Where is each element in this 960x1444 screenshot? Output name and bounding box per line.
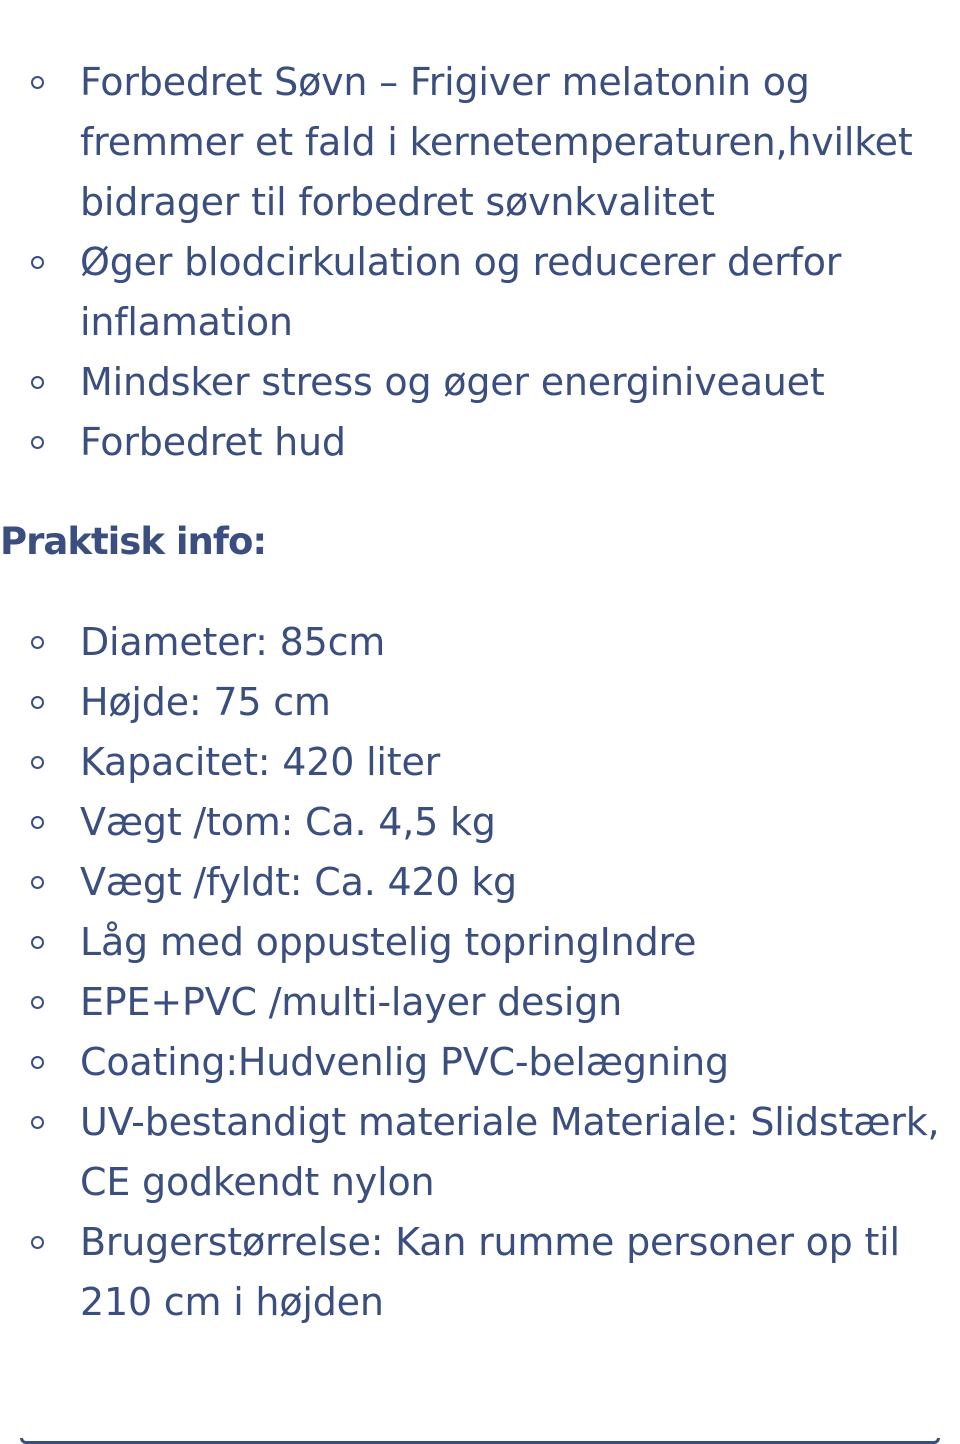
circle-bullet-icon: [31, 996, 44, 1009]
list-item-text: Diameter: 85cm: [80, 620, 386, 664]
card-bottom-border: [20, 1438, 940, 1444]
list-item: [0, 352, 960, 412]
circle-bullet-icon: [31, 756, 44, 769]
circle-bullet-icon: [31, 1236, 44, 1249]
list-item-text: Øger blodcirkulation og reducerer derfor inflamation: [80, 240, 842, 344]
circle-bullet-icon: [31, 816, 44, 829]
circle-bullet-icon: [31, 636, 44, 649]
list-item-text: EPE+PVC /multi-layer design: [80, 980, 623, 1024]
list-item: [0, 972, 960, 1032]
circle-bullet-icon: [31, 696, 44, 709]
list-item: [0, 672, 960, 732]
list-item: [0, 912, 960, 972]
list-item: [0, 1092, 960, 1212]
list-item-text: Brugerstørrelse: Kan rumme personer op til 210 cm i højden: [80, 1220, 900, 1324]
list-item: [0, 612, 960, 672]
list-item-text: Vægt /fyldt: Ca. 420 kg: [80, 860, 517, 904]
practical-info-heading-wrap: [0, 512, 960, 572]
circle-bullet-icon: [31, 256, 44, 269]
circle-bullet-icon: [31, 76, 44, 89]
list-item-text: Coating:Hudvenlig PVC-belægning: [80, 1040, 729, 1084]
list-item-text: UV-bestandigt materiale Materiale: Slidstærk, CE godkendt nylon: [80, 1100, 940, 1204]
list-item-text: Forbedret Søvn – Frigiver melatonin og fremmer et fald i kernetemperaturen,hvilket bidrager til forbedret søvnkvalitet: [80, 60, 913, 224]
list-item-text: Kapacitet: 420 liter: [80, 740, 441, 784]
practical-info-list: [0, 612, 960, 1332]
circle-bullet-icon: [31, 376, 44, 389]
list-item: [0, 412, 960, 472]
list-item: [0, 732, 960, 792]
circle-bullet-icon: [31, 876, 44, 889]
circle-bullet-icon: [31, 436, 44, 449]
product-description: [0, 52, 960, 1332]
circle-bullet-icon: [31, 1056, 44, 1069]
list-item: [0, 232, 960, 352]
list-item: [0, 1032, 960, 1092]
list-item: [0, 852, 960, 912]
list-item: [0, 792, 960, 852]
list-item-text: Låg med oppustelig topringIndre: [80, 920, 697, 964]
list-item-text: Højde: 75 cm: [80, 680, 331, 724]
list-item-text: Vægt /tom: Ca. 4,5 kg: [80, 800, 496, 844]
list-item: [0, 1212, 960, 1332]
practical-info-heading: Praktisk info:: [0, 520, 267, 563]
list-item-text: Forbedret hud: [80, 420, 346, 464]
list-item-text: Mindsker stress og øger energiniveauet: [80, 360, 825, 404]
list-item: [0, 52, 960, 232]
circle-bullet-icon: [31, 1116, 44, 1129]
circle-bullet-icon: [31, 936, 44, 949]
benefits-list: [0, 52, 960, 472]
